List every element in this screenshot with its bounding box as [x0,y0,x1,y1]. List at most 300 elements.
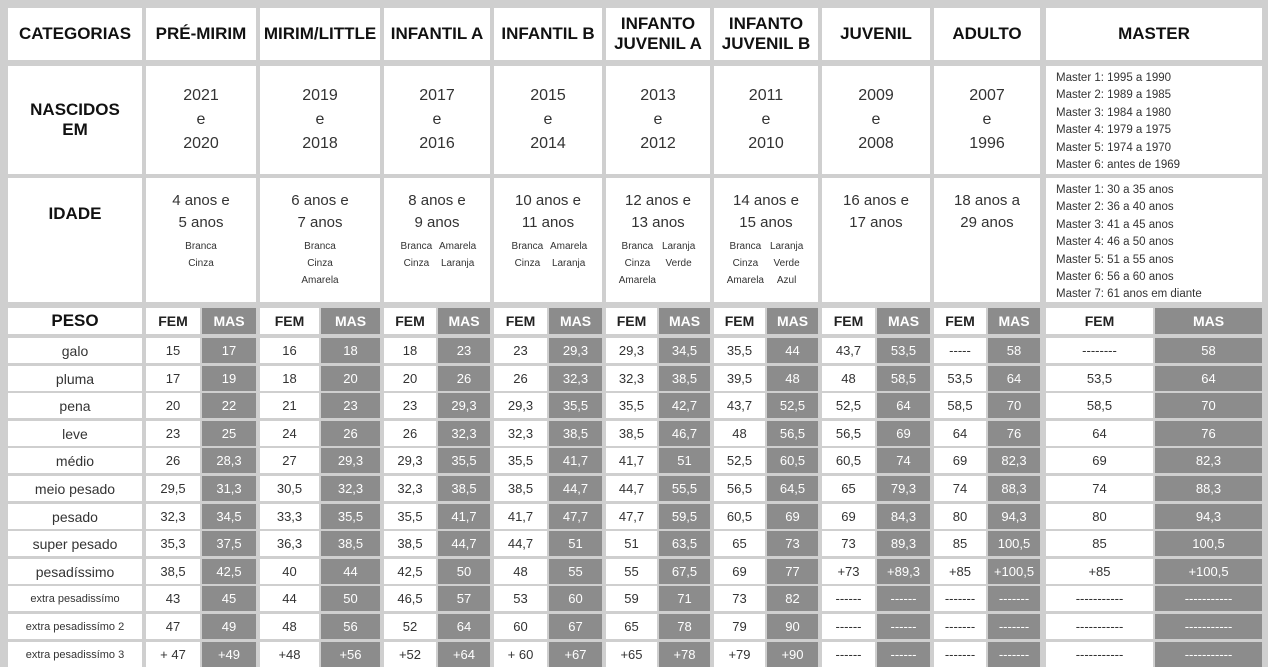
mas-weight-value: 67,5 [659,559,710,584]
mas-weight-value: 79,3 [877,476,930,501]
mas-weight-value: 90 [767,614,818,639]
mas-weight-value: ----------- [1155,586,1262,611]
mas-weight-value: 64 [988,366,1040,391]
fem-weight-value: 32,3 [146,504,200,529]
mas-weight-value: 38,5 [659,366,710,391]
birth-year-connector: e [871,111,881,128]
belt-colors [398,238,477,272]
mas-weight-value: 44,7 [438,531,490,556]
age-line: 6 anos e [291,192,349,209]
fem-weight-value: 65 [822,476,875,501]
mas-weight-value: 38,5 [321,531,380,556]
mas-weight-value: +67 [549,642,602,667]
fem-weight-value: 32,3 [494,421,547,446]
fem-weight-value: 35,5 [606,393,657,418]
fem-weight-value: ----------- [1046,642,1153,667]
mas-weight-value: 71 [659,586,710,611]
mas-header: MAS [1155,308,1262,334]
belt-color: Cinza [514,258,541,269]
mas-weight-value: 69 [877,421,930,446]
birth-year-start: 2019 [302,87,338,104]
fem-weight-value: 53,5 [934,366,986,391]
master-birth-line: Master 6: antes de 1969 [1056,159,1181,172]
belt-color [660,272,697,289]
fem-weight-value: 44,7 [494,531,547,556]
belt-colors [509,238,588,272]
belt-color: Branca [621,241,654,252]
fem-weight-value: 21 [260,393,319,418]
fem-weight-value: 52 [384,614,436,639]
fem-weight-value: 53 [494,586,547,611]
age-line: 12 anos e [625,192,691,209]
belt-color: Amarela [439,241,477,252]
mas-weight-value: +56 [321,642,380,667]
fem-weight-value: 26 [494,366,547,391]
fem-weight-value: 35,5 [714,338,765,363]
fem-weight-value: 69 [934,448,986,473]
birth-years [494,66,602,174]
mas-header: MAS [767,308,818,334]
age-range [714,178,818,302]
mas-weight-value: 60,5 [767,448,818,473]
fem-weight-value: 73 [714,586,765,611]
mas-weight-value: 94,3 [988,504,1040,529]
mas-weight-value: 25 [202,421,256,446]
fem-header: FEM [1046,308,1153,334]
master-birth-line: Master 5: 1974 a 1970 [1056,141,1172,154]
mas-weight-value: ------- [988,642,1040,667]
fem-weight-value: 35,5 [384,504,436,529]
fem-weight-value: 17 [146,366,200,391]
mas-weight-value: 70 [1155,393,1262,418]
mas-weight-value: 41,7 [549,448,602,473]
weight-class-label: pena [8,393,142,418]
age-line: 9 anos [414,214,460,231]
birth-year-connector: e [315,111,325,128]
age-line: 5 anos [178,214,224,231]
fem-weight-value: 32,3 [384,476,436,501]
fem-weight-value: 29,3 [606,338,657,363]
fem-weight-value: 48 [714,421,765,446]
mas-weight-value: 50 [438,559,490,584]
weight-class-label: leve [8,421,142,446]
mas-weight-value: 82,3 [1155,448,1262,473]
belt-color: Laranja [769,241,804,252]
mas-weight-value: +90 [767,642,818,667]
belt-colors [727,238,806,289]
fem-weight-value: 48 [822,366,875,391]
mas-weight-value: 55,5 [659,476,710,501]
fem-weight-value: +85 [1046,559,1153,584]
mas-weight-value: 64 [877,393,930,418]
fem-weight-value: 56,5 [714,476,765,501]
fem-header: FEM [714,308,765,334]
mas-weight-value: 22 [202,393,256,418]
master-age-line: Master 1: 30 a 35 anos [1056,184,1174,196]
mas-weight-value: 74 [877,448,930,473]
fem-weight-value: 38,5 [494,476,547,501]
mas-header: MAS [202,308,256,334]
mas-weight-value: 67 [549,614,602,639]
mas-weight-value: 50 [321,586,380,611]
age-range [146,178,256,302]
weight-class-label: galo [8,338,142,363]
mas-weight-value: 64,5 [767,476,818,501]
master-birth-years [1046,66,1262,174]
mas-weight-value: +78 [659,642,710,667]
column-header: INFANTO JUVENIL A [606,8,710,60]
belt-color: Amarela [301,275,339,286]
fem-weight-value: 29,3 [494,393,547,418]
column-header: ADULTO [934,8,1040,60]
mas-weight-value: 26 [438,366,490,391]
age-line: 7 anos [297,214,343,231]
mas-weight-value: 100,5 [988,531,1040,556]
master-age-line: Master 5: 51 a 55 anos [1056,253,1174,266]
fem-weight-value: ------ [822,586,875,611]
fem-weight-value: 64 [934,421,986,446]
mas-weight-value: 31,3 [202,476,256,501]
mas-weight-value: 77 [767,559,818,584]
column-header: INFANTIL B [494,8,602,60]
birth-years [606,66,710,174]
birth-year-end: 2012 [640,135,676,152]
mas-weight-value: 46,7 [659,421,710,446]
birth-year-start: 2013 [640,87,676,104]
fem-weight-value: 60,5 [714,504,765,529]
birth-year-connector: e [982,111,992,128]
fem-weight-value: 60,5 [822,448,875,473]
age-line: 10 anos e [515,192,581,209]
fem-weight-value: 56,5 [822,421,875,446]
mas-weight-value: 63,5 [659,531,710,556]
mas-weight-value: 82,3 [988,448,1040,473]
fem-weight-value: 20 [384,366,436,391]
fem-weight-value: 35,5 [494,448,547,473]
fem-weight-value: 33,3 [260,504,319,529]
mas-weight-value: 55 [549,559,602,584]
fem-weight-value: 29,3 [384,448,436,473]
mas-weight-value: 44 [321,559,380,584]
mas-weight-value: 23 [321,393,380,418]
fem-weight-value: 26 [384,421,436,446]
fem-weight-value: 23 [146,421,200,446]
birth-year-connector: e [196,111,206,128]
birth-year-connector: e [761,111,771,128]
nascidos-label: NASCIDOS EM [8,66,142,174]
weight-class-label: extra pesadissímo [8,586,142,611]
mas-weight-value: 23 [438,338,490,363]
mas-weight-value: 35,5 [549,393,602,418]
belt-color: Branca [304,241,336,252]
mas-weight-value: 34,5 [659,338,710,363]
fem-weight-value: 64 [1046,421,1153,446]
age-line: 17 anos [849,214,903,231]
mas-weight-value: 47,7 [549,504,602,529]
mas-weight-value: 89,3 [877,531,930,556]
fem-weight-value: + 47 [146,642,200,667]
mas-weight-value: 82 [767,586,818,611]
belt-colors [619,238,698,289]
mas-weight-value: 69 [767,504,818,529]
mas-header: MAS [988,308,1040,334]
fem-weight-value: ------- [934,586,986,611]
fem-weight-value: 47 [146,614,200,639]
fem-weight-value: 80 [1046,504,1153,529]
mas-weight-value: 58,5 [877,366,930,391]
fem-weight-value: 35,3 [146,531,200,556]
fem-weight-value: 47,7 [606,504,657,529]
mas-weight-value: 44 [767,338,818,363]
fem-weight-value: 52,5 [822,393,875,418]
fem-weight-value: 69 [1046,448,1153,473]
belt-color: Cinza [188,258,214,269]
fem-weight-value: 43,7 [822,338,875,363]
belt-color: Cinza [732,258,759,269]
mas-weight-value: +64 [438,642,490,667]
mas-weight-value: 57 [438,586,490,611]
belt-color: Amarela [726,275,764,286]
fem-weight-value: 41,7 [606,448,657,473]
fem-weight-value: 80 [934,504,986,529]
fem-weight-value: 26 [146,448,200,473]
fem-weight-value: 48 [494,559,547,584]
age-range [606,178,710,302]
belt-color: Cinza [307,258,333,269]
fem-weight-value: 44,7 [606,476,657,501]
fem-weight-value: 51 [606,531,657,556]
column-header: PRÉ-MIRIM [146,8,256,60]
mas-weight-value: 70 [988,393,1040,418]
mas-weight-value: 88,3 [1155,476,1262,501]
belt-color: Verde [665,258,692,269]
mas-weight-value: 17 [202,338,256,363]
age-line: 11 anos [521,214,575,231]
birth-year-end: 2018 [302,135,338,152]
age-line: 15 anos [739,214,793,231]
birth-year-start: 2009 [858,87,894,104]
mas-weight-value: ------ [877,642,930,667]
mas-weight-value: 29,3 [321,448,380,473]
master-age-line: Master 6: 56 a 60 anos [1056,271,1174,284]
fem-weight-value: ----- [934,338,986,363]
mas-weight-value: 41,7 [438,504,490,529]
birth-year-start: 2007 [969,87,1005,104]
fem-weight-value: +48 [260,642,319,667]
fem-header: FEM [146,308,200,334]
birth-year-end: 2020 [183,135,219,152]
age-line: 18 anos a [954,192,1020,209]
fem-header: FEM [606,308,657,334]
birth-years [934,66,1040,174]
mas-header: MAS [549,308,602,334]
mas-weight-value: 76 [988,421,1040,446]
mas-weight-value: 78 [659,614,710,639]
fem-weight-value: 23 [384,393,436,418]
mas-weight-value: 32,3 [321,476,380,501]
mas-header: MAS [438,308,490,334]
weight-class-label: médio [8,448,142,473]
age-range [260,178,380,302]
fem-header: FEM [494,308,547,334]
mas-weight-value: ----------- [1155,614,1262,639]
mas-weight-value: 38,5 [549,421,602,446]
fem-weight-value: +79 [714,642,765,667]
mas-weight-value: 32,3 [549,366,602,391]
fem-weight-value: 85 [934,531,986,556]
birth-year-start: 2017 [419,87,455,104]
age-range [384,178,490,302]
birth-years [714,66,818,174]
fem-weight-value: ------ [822,642,875,667]
fem-weight-value: +73 [822,559,875,584]
fem-weight-value: 18 [260,366,319,391]
mas-weight-value: ------- [988,586,1040,611]
fem-weight-value: 52,5 [714,448,765,473]
fem-weight-value: 74 [934,476,986,501]
mas-weight-value: +100,5 [1155,559,1262,584]
age-line: 29 anos [960,214,1014,231]
fem-weight-value: 40 [260,559,319,584]
mas-weight-value: 32,3 [438,421,490,446]
fem-weight-value: +65 [606,642,657,667]
fem-weight-value: 43,7 [714,393,765,418]
mas-weight-value: 58 [988,338,1040,363]
birth-year-end: 2008 [858,135,894,152]
fem-weight-value: -------- [1046,338,1153,363]
belt-color: Branca [185,241,217,252]
fem-weight-value: 30,5 [260,476,319,501]
age-line: 4 anos e [172,192,230,209]
birth-year-connector: e [432,111,442,128]
fem-weight-value: 16 [260,338,319,363]
birth-year-connector: e [653,111,663,128]
age-line: 13 anos [631,214,685,231]
mas-weight-value: 37,5 [202,531,256,556]
birth-year-start: 2015 [530,87,566,104]
mas-weight-value: 42,7 [659,393,710,418]
belt-color: Laranja [551,258,586,269]
birth-years [146,66,256,174]
mas-weight-value: 29,3 [438,393,490,418]
age-line: 14 anos e [733,192,799,209]
belt-color: Laranja [661,241,696,252]
mas-weight-value: +49 [202,642,256,667]
fem-weight-value: 27 [260,448,319,473]
belt-color: Branca [729,241,762,252]
mas-weight-value: 20 [321,366,380,391]
fem-weight-value: 20 [146,393,200,418]
header-corner: CATEGORIAS [8,8,142,60]
fem-header: FEM [260,308,319,334]
mas-weight-value: 100,5 [1155,531,1262,556]
fem-weight-value: 41,7 [494,504,547,529]
fem-weight-value: 43 [146,586,200,611]
fem-weight-value: 38,5 [146,559,200,584]
mas-weight-value: 35,5 [438,448,490,473]
fem-weight-value: 39,5 [714,366,765,391]
fem-weight-value: 65 [714,531,765,556]
fem-weight-value: ------- [934,642,986,667]
mas-weight-value: 76 [1155,421,1262,446]
fem-weight-value: 65 [606,614,657,639]
mas-weight-value: 28,3 [202,448,256,473]
mas-weight-value: 52,5 [767,393,818,418]
mas-weight-value: 56 [321,614,380,639]
mas-weight-value: 58 [1155,338,1262,363]
fem-weight-value: 73 [822,531,875,556]
mas-weight-value: 53,5 [877,338,930,363]
peso-label: PESO [8,308,142,334]
fem-weight-value: ----------- [1046,614,1153,639]
age-range [934,178,1040,302]
fem-weight-value: +52 [384,642,436,667]
mas-weight-value: 49 [202,614,256,639]
master-ages [1046,178,1262,302]
fem-header: FEM [384,308,436,334]
fem-weight-value: 59 [606,586,657,611]
fem-weight-value: 79 [714,614,765,639]
birth-year-end: 2016 [419,135,455,152]
fem-weight-value: 15 [146,338,200,363]
birth-years [822,66,930,174]
mas-weight-value: 42,5 [202,559,256,584]
fem-weight-value: 48 [260,614,319,639]
birth-year-end: 2014 [530,135,566,152]
mas-weight-value: 35,5 [321,504,380,529]
column-header: INFANTO JUVENIL B [714,8,818,60]
mas-weight-value: 84,3 [877,504,930,529]
age-line: 16 anos e [843,192,909,209]
fem-weight-value: 29,5 [146,476,200,501]
mas-weight-value: +100,5 [988,559,1040,584]
birth-year-start: 2011 [748,87,784,104]
fem-weight-value: 58,5 [934,393,986,418]
column-header: MASTER [1046,8,1262,60]
belt-colors [185,238,217,272]
fem-weight-value: 18 [384,338,436,363]
birth-year-start: 2021 [183,87,219,104]
fem-weight-value: 60 [494,614,547,639]
belt-color: Verde [773,258,800,269]
age-range [494,178,602,302]
mas-weight-value: 60 [549,586,602,611]
mas-weight-value: ------ [877,614,930,639]
birth-years [384,66,490,174]
fem-weight-value: 85 [1046,531,1153,556]
fem-header: FEM [934,308,986,334]
mas-weight-value: ----------- [1155,642,1262,667]
fem-weight-value: 44 [260,586,319,611]
fem-weight-value: 38,5 [606,421,657,446]
master-age-line: Master 3: 41 a 45 anos [1056,218,1174,231]
age-line: 8 anos e [408,192,466,209]
mas-weight-value: 44,7 [549,476,602,501]
mas-weight-value: 38,5 [438,476,490,501]
weight-class-label: pesadíssimo [8,559,142,584]
fem-weight-value: 24 [260,421,319,446]
belt-color: Amarela [618,275,656,286]
fem-weight-value: 53,5 [1046,366,1153,391]
mas-header: MAS [659,308,710,334]
master-birth-line: Master 2: 1989 a 1985 [1056,89,1172,102]
weight-class-label: extra pesadissímo 3 [8,642,142,667]
fem-weight-value: ------- [934,614,986,639]
column-header: MIRIM/LITTLE [260,8,380,60]
birth-year-end: 2010 [748,135,784,152]
belt-colors [301,238,338,289]
master-age-line: Master 4: 46 a 50 anos [1056,236,1174,249]
